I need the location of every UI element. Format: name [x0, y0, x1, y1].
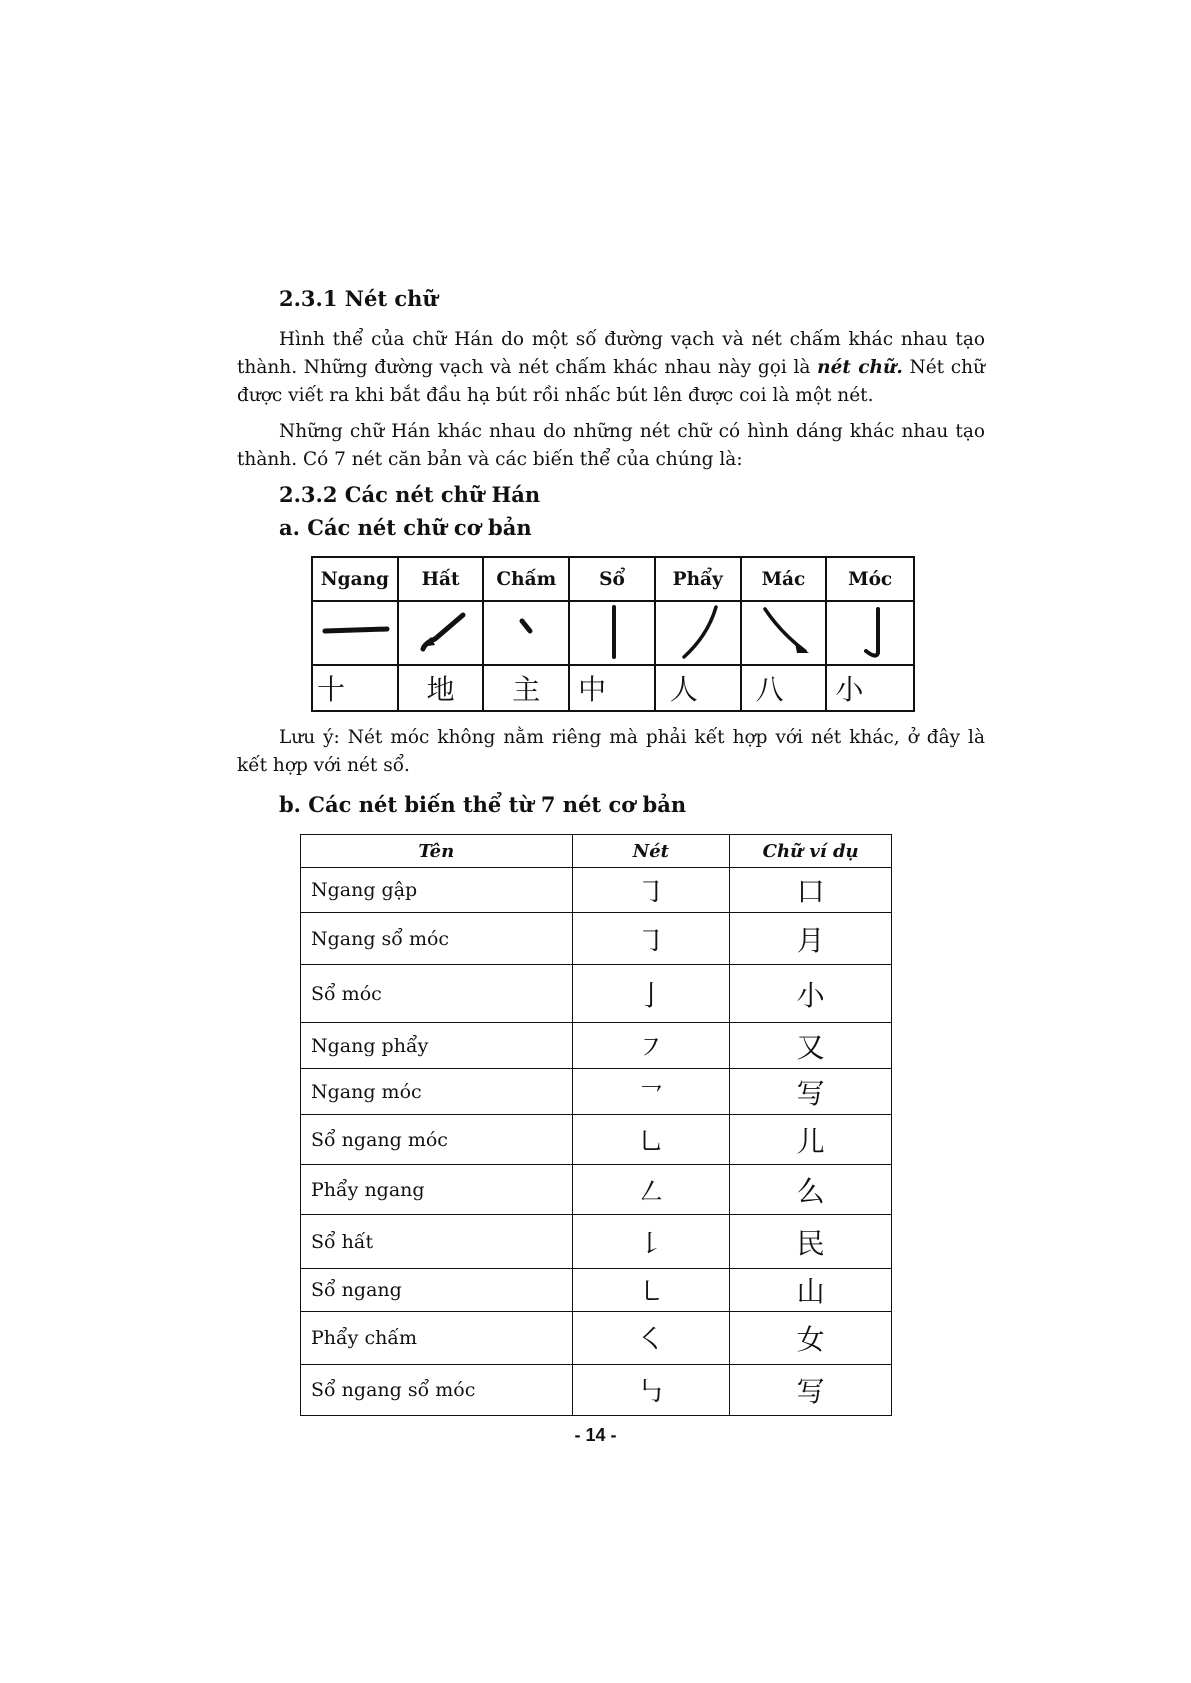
row-example-char: 写	[796, 1375, 825, 1408]
row-name: Ngang sổ móc	[301, 913, 573, 965]
row-stroke-glyph: ㇜	[636, 1174, 665, 1208]
stroke-phay-cell	[655, 601, 741, 665]
row-stroke	[572, 965, 730, 1023]
example-ngang-char: 十	[317, 673, 346, 706]
example-mac-char: 八	[755, 673, 784, 706]
stroke-moc-cell	[826, 601, 914, 665]
row-name: Phẩy ngang	[301, 1165, 573, 1215]
stroke-mac-cell	[741, 601, 827, 665]
example-so-char: 中	[578, 673, 607, 706]
stroke-moc-drawing	[830, 603, 910, 659]
example-ngang	[312, 665, 398, 711]
table-row	[301, 1069, 892, 1115]
row-example	[730, 1215, 892, 1269]
table-row	[301, 1269, 892, 1312]
row-example	[730, 1165, 892, 1215]
row-name: Sổ hất	[301, 1215, 573, 1269]
row-example	[730, 1312, 892, 1365]
paragraph-1-emphasis: nét chữ.	[817, 357, 903, 378]
paragraph-1-text-a: Hình thể của chữ Hán do một số đường vạch và nét chấm khác nhau tạo thành. Những đường vạch và nét chấm khác nhau này gọi là	[237, 329, 985, 378]
row-name: Ngang gập	[301, 868, 573, 913]
paragraph-2: Những chữ Hán khác nhau do những nét chữ có hình dáng khác nhau tạo thành. Có 7 nét căn bản và các biến thể của chúng là:	[237, 421, 985, 470]
row-example-char: 么	[796, 1174, 825, 1208]
variant-header-row	[301, 835, 892, 868]
variant-header-example: Chữ ví dụ	[730, 835, 892, 868]
table-row	[301, 1165, 892, 1215]
row-stroke	[572, 1215, 730, 1269]
row-example-char: 民	[796, 1226, 825, 1260]
row-stroke-glyph: 亅	[636, 978, 665, 1012]
stroke-cham-drawing	[486, 603, 566, 659]
header-moc: Móc	[826, 557, 914, 601]
row-example	[730, 868, 892, 913]
subsection-variant-strokes: b. Các nét biến thể từ 7 nét cơ bản	[279, 792, 687, 817]
table-row	[301, 1365, 892, 1416]
row-stroke	[572, 1069, 730, 1115]
stroke-cham-cell	[483, 601, 569, 665]
example-hat-char: 地	[426, 673, 455, 706]
row-example-char: 山	[796, 1275, 825, 1308]
row-example	[730, 1023, 892, 1069]
row-name: Sổ ngang	[301, 1269, 573, 1312]
row-example	[730, 1269, 892, 1312]
table-row	[301, 1023, 892, 1069]
stroke-mac-drawing	[743, 603, 823, 659]
row-example	[730, 1069, 892, 1115]
variant-header-name: Tên	[301, 835, 573, 868]
section-title-231: 2.3.1 Nét chữ	[279, 286, 438, 311]
stroke-hat-drawing	[401, 603, 481, 659]
basic-strokes-shape-row	[312, 601, 914, 665]
example-cham	[483, 665, 569, 711]
row-name: Ngang phẩy	[301, 1023, 573, 1069]
paragraph-1-text-b: Nét chữ được viết ra khi bắt đầu hạ bút rồi nhấc bút lên được coi là một nét.	[237, 357, 985, 406]
row-example-char: 口	[796, 875, 825, 908]
table-row	[301, 965, 892, 1023]
row-stroke	[572, 1312, 730, 1365]
example-cham-char: 主	[512, 673, 541, 706]
row-stroke-glyph: ㇆	[636, 923, 665, 957]
row-stroke	[572, 1365, 730, 1416]
example-moc-char: 小	[835, 673, 864, 706]
row-name: Sổ móc	[301, 965, 573, 1023]
example-hat	[398, 665, 484, 711]
variant-strokes-table	[300, 834, 892, 1416]
table-row	[301, 1312, 892, 1365]
row-example-char: 写	[796, 1076, 825, 1110]
section-title-232: 2.3.2 Các nét chữ Hán	[279, 482, 541, 507]
row-name: Sổ ngang sổ móc	[301, 1365, 573, 1416]
row-example-char: 小	[796, 978, 825, 1012]
row-stroke	[572, 868, 730, 913]
table-row	[301, 1215, 892, 1269]
example-moc	[826, 665, 914, 711]
variant-header-stroke: Nét	[572, 835, 730, 868]
example-mac	[741, 665, 827, 711]
example-so	[569, 665, 655, 711]
row-stroke-glyph: ㇟	[636, 1124, 665, 1158]
row-stroke-glyph: ㇉	[636, 1375, 665, 1408]
page-number: - 14 -	[574, 1425, 617, 1445]
example-phay-char: 人	[669, 673, 698, 706]
row-stroke-glyph: ㇖	[636, 1076, 665, 1110]
paragraph-1	[237, 326, 985, 410]
table-row	[301, 1115, 892, 1165]
row-stroke-glyph: ㇇	[636, 1030, 665, 1064]
row-stroke	[572, 1115, 730, 1165]
row-name: Ngang móc	[301, 1069, 573, 1115]
basic-strokes-table	[311, 556, 915, 712]
row-example-char: 月	[796, 923, 825, 957]
row-name: Phẩy chấm	[301, 1312, 573, 1365]
row-name: Sổ ngang móc	[301, 1115, 573, 1165]
row-stroke-glyph: ㇆	[636, 875, 665, 908]
note-paragraph: Lưu ý: Nét móc không nằm riêng mà phải kết hợp với nét khác, ở đây là kết hợp với nét sổ.	[237, 727, 985, 776]
row-stroke-glyph: ㇙	[636, 1226, 665, 1260]
row-example	[730, 1365, 892, 1416]
stroke-so-cell	[569, 601, 655, 665]
stroke-phay-drawing	[658, 603, 738, 659]
header-so: Sổ	[569, 557, 655, 601]
row-example	[730, 1115, 892, 1165]
row-example-char: 儿	[796, 1124, 825, 1158]
row-stroke-glyph: ㇄	[636, 1275, 665, 1308]
basic-strokes-header-row	[312, 557, 914, 601]
header-ngang: Ngang	[312, 557, 398, 601]
header-hat: Hất	[398, 557, 484, 601]
row-example	[730, 913, 892, 965]
stroke-hat-cell	[398, 601, 484, 665]
row-stroke	[572, 913, 730, 965]
basic-strokes-example-row	[312, 665, 914, 711]
row-stroke	[572, 1165, 730, 1215]
row-stroke-glyph: ㇛	[636, 1323, 665, 1356]
row-stroke	[572, 1269, 730, 1312]
row-example-char: 女	[796, 1323, 825, 1356]
header-mac: Mác	[741, 557, 827, 601]
stroke-ngang-drawing	[315, 603, 395, 659]
row-stroke	[572, 1023, 730, 1069]
stroke-so-drawing	[572, 603, 652, 659]
row-example-char: 又	[796, 1030, 825, 1064]
subsection-basic-strokes: a. Các nét chữ cơ bản	[279, 515, 532, 540]
example-phay	[655, 665, 741, 711]
table-row	[301, 868, 892, 913]
stroke-ngang-cell	[312, 601, 398, 665]
header-cham: Chấm	[483, 557, 569, 601]
header-phay: Phẩy	[655, 557, 741, 601]
row-example	[730, 965, 892, 1023]
table-row	[301, 913, 892, 965]
